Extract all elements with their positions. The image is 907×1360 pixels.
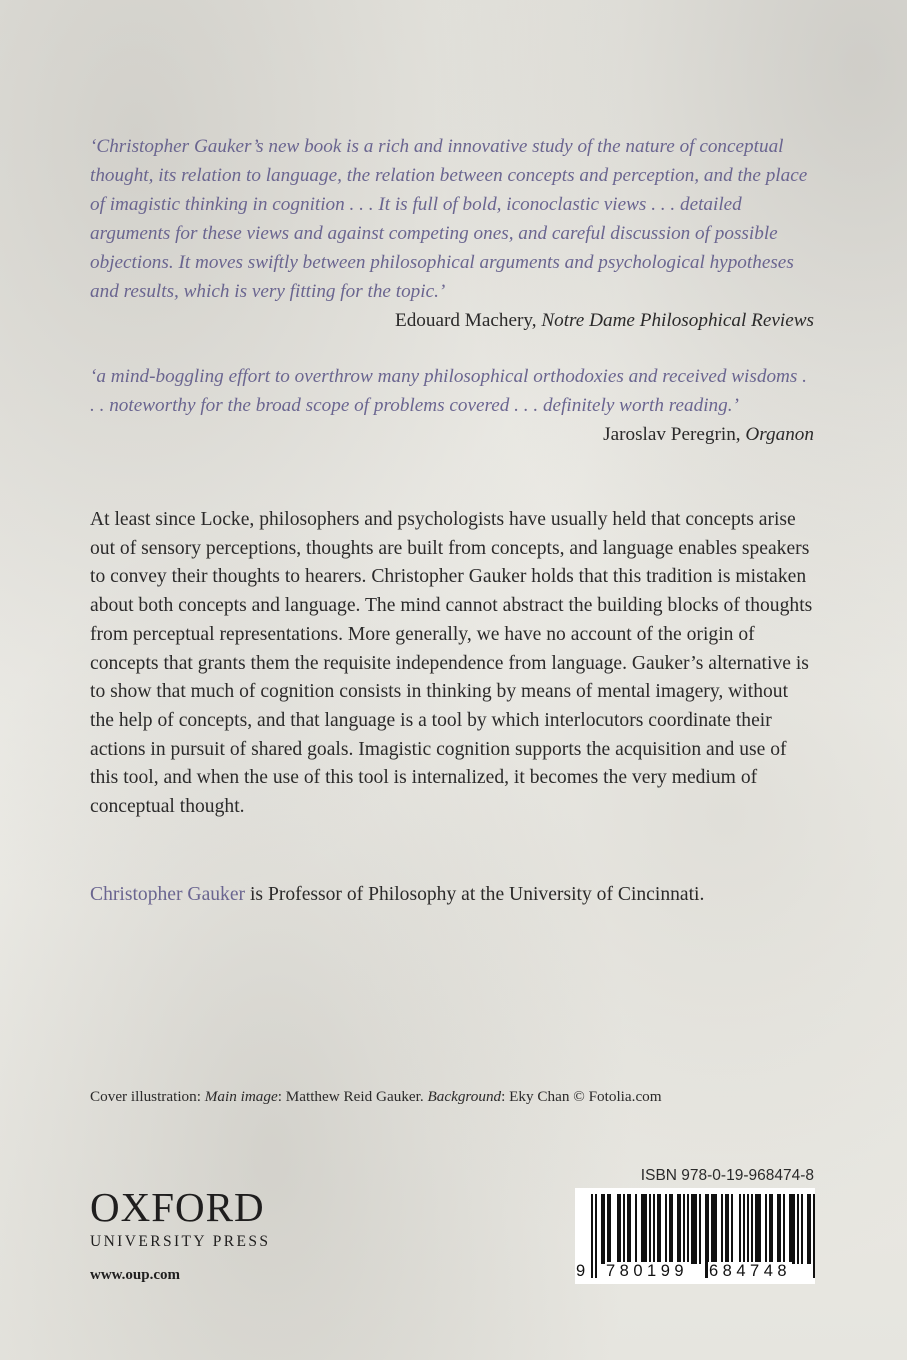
barcode-bar: [699, 1194, 701, 1264]
barcode-bar: [711, 1194, 713, 1264]
barcode-bar: [789, 1194, 791, 1264]
barcode-bar: [807, 1194, 809, 1264]
author-bio: [90, 880, 814, 909]
barcode-digits-left: 780199: [606, 1262, 689, 1280]
barcode-bar: [653, 1194, 655, 1264]
barcode-bar: [793, 1194, 795, 1264]
barcode-bar: [665, 1194, 667, 1264]
barcode-bar: [683, 1194, 685, 1264]
barcode-bar: [635, 1194, 637, 1264]
reviewer-name: Jaroslav Peregrin,: [603, 424, 741, 445]
barcode-bar: [747, 1194, 749, 1264]
barcode-bar: [759, 1194, 761, 1264]
credit-prefix: Cover illustration:: [90, 1088, 205, 1105]
review-source: Notre Dame Philosophical Reviews: [541, 310, 814, 331]
credit-background-label: Background: [427, 1088, 502, 1105]
review-quote: ‘a mind-boggling effort to overthrow many philosophical orthodoxies and received wisdoms . . . noteworthy for the broad scope of problems covered . . . definitely worth reading.’: [90, 366, 807, 416]
book-description: At least since Locke, philosophers and psychologists have usually held that concepts arise out of sensory perceptions, thoughts are built from concepts, and language enables speakers to convey their thoughts to hearers. Christopher Gauker holds that this tradition is mistaken about both concepts and language. The mind cannot abstract the building blocks of thoughts from perceptual representations. More generally, we have no account of the origin of concepts that grants them the requisite independence from language. Gauker’s alternative is to show that much of cognition consists in thinking by means of mental imagery, without the help of concepts, and that language is a tool by which interlocutors coordinate their actions in pursuit of shared goals. Imagistic cognition supports the acquisition and use of this tool, and when the use of this tool is internalized, it becomes the very medium of conceptual thought.: [90, 509, 813, 818]
barcode-bar: [769, 1194, 771, 1264]
barcode-bar: [721, 1194, 723, 1264]
barcode-bar: [771, 1194, 773, 1264]
barcode-bar: [609, 1194, 611, 1264]
barcode-bar: [677, 1194, 679, 1264]
barcode-bar: [743, 1194, 745, 1264]
barcode-bar: [645, 1194, 647, 1264]
barcode-bar: [679, 1194, 681, 1264]
barcode-bar: [687, 1194, 689, 1264]
barcode-bar: [757, 1194, 759, 1264]
barcode-bar: [629, 1194, 631, 1264]
credit-main-value: : Matthew Reid Gauker.: [277, 1088, 428, 1105]
barcode-bar: [751, 1194, 753, 1264]
barcode-bar: [695, 1194, 697, 1264]
barcode-bar: [765, 1194, 767, 1264]
credit-main-label: Main image: [204, 1088, 278, 1105]
review-machery: [90, 132, 814, 335]
barcode-bar: [809, 1194, 811, 1264]
barcode-bar: [731, 1194, 733, 1264]
barcode-bar: [671, 1194, 673, 1264]
barcode-bar: [623, 1194, 625, 1264]
publisher-website[interactable]: www.oup.com: [90, 1267, 181, 1283]
barcode-bar: [649, 1194, 651, 1264]
barcode-bar: [659, 1194, 661, 1264]
barcode-bar: [607, 1194, 609, 1264]
cover-credit: [90, 1086, 814, 1108]
review-source: Organon: [745, 424, 814, 445]
credit-background-value: : Eky Chan © Fotolia.com: [501, 1088, 662, 1105]
review-attribution: [90, 306, 814, 335]
barcode-bar: [801, 1194, 803, 1264]
barcode-bar: [617, 1194, 619, 1264]
publisher-logo: [90, 1184, 300, 1252]
review-attribution: [90, 420, 814, 449]
barcode-bar: [657, 1194, 659, 1264]
barcode-digits: [575, 1260, 815, 1284]
barcode-bar: [791, 1194, 793, 1264]
barcode-bar: [727, 1194, 729, 1264]
isbn-barcode: [575, 1188, 815, 1284]
review-quote: ‘Christopher Gauker’s new book is a rich and innovative study of the nature of conceptual thought, its relation to language, the relation between concepts and perception, and the place of imagistic thinking in cognition . . . It is full of bold, iconoclastic views . . . detailed arguments for these views and against competing ones, and careful discussion of possible objections. It moves swiftly between philosophical arguments and psychological hypotheses and results, which is very fitting for the topic.’: [90, 136, 808, 302]
barcode-bar: [691, 1194, 693, 1264]
barcode-bar: [669, 1194, 671, 1264]
barcode-bar: [641, 1194, 643, 1264]
author-name: Christopher Gauker: [90, 884, 246, 905]
barcode-bar: [777, 1194, 779, 1264]
barcode-digits-right: 684748: [709, 1262, 792, 1280]
reviewer-name: Edouard Machery,: [394, 310, 537, 331]
barcode-bar: [779, 1194, 781, 1264]
review-peregrin: [90, 362, 814, 449]
barcode-bar: [783, 1194, 785, 1264]
isbn-label: ISBN 978-0-19-968474-8: [640, 1167, 814, 1184]
barcode-bar: [643, 1194, 645, 1264]
author-bio-text: is Professor of Philosophy at the University of Cincinnati.: [245, 884, 705, 905]
barcode-bar: [715, 1194, 717, 1264]
publisher-subname: UNIVERSITY PRESS: [90, 1233, 271, 1250]
barcode-bar: [725, 1194, 727, 1264]
barcode-digit-first: 9: [576, 1262, 586, 1280]
barcode-bar: [601, 1194, 603, 1264]
barcode-bar: [603, 1194, 605, 1264]
barcode-bar: [713, 1194, 715, 1264]
barcode-bar: [693, 1194, 695, 1264]
barcode-bar: [755, 1194, 757, 1264]
barcode-bar: [739, 1194, 741, 1264]
publisher-name: OXFORD: [90, 1184, 265, 1230]
barcode-bar: [797, 1194, 799, 1264]
barcode-bar: [627, 1194, 629, 1264]
barcode-bar: [619, 1194, 621, 1264]
